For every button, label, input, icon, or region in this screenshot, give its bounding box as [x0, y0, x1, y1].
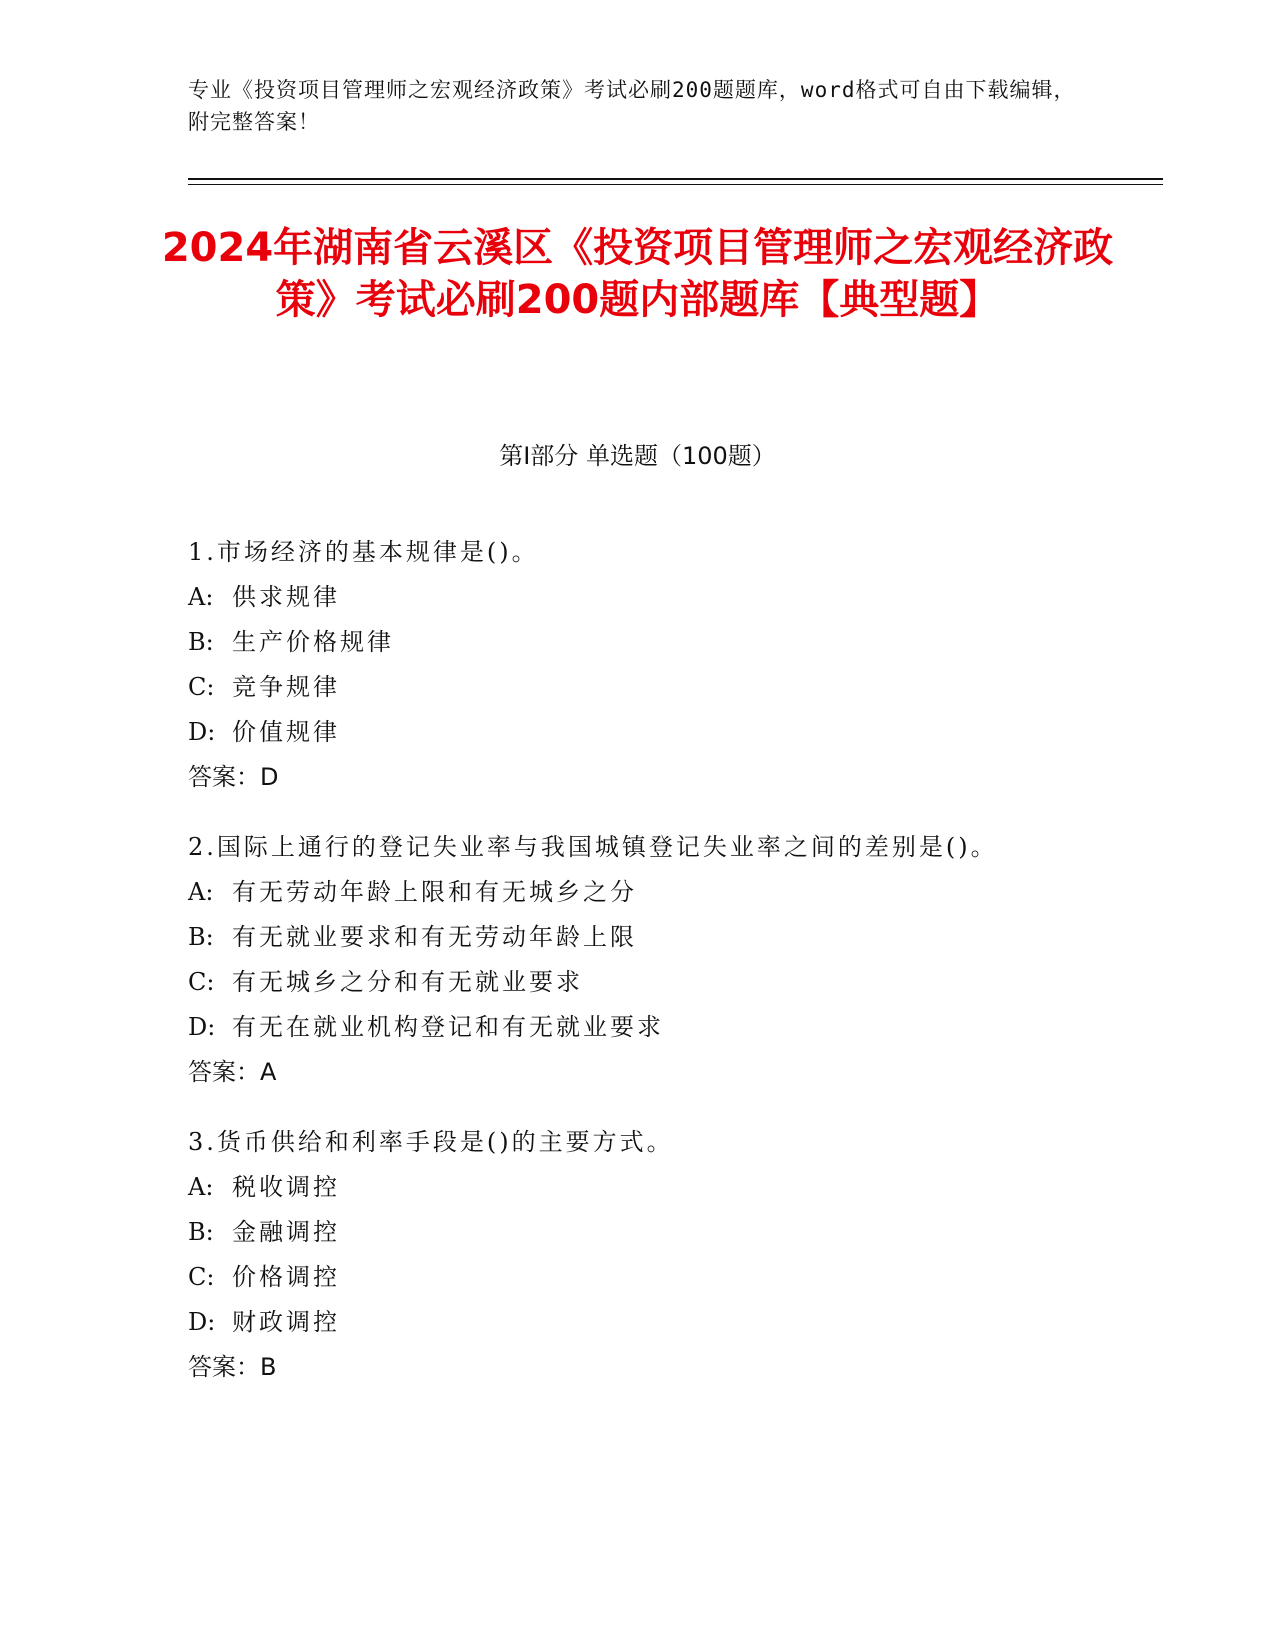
option-d	[188, 1300, 1148, 1345]
question-stem: 2.国际上通行的登记失业率与我国城镇登记失业率之间的差别是()。	[188, 833, 998, 861]
option-a	[188, 870, 1148, 915]
question-3	[188, 1120, 1148, 1390]
question-stem: 3.货币供给和利率手段是()的主要方式。	[188, 1128, 674, 1156]
option-c	[188, 960, 1148, 1005]
answer-label: 答案：	[188, 1353, 260, 1381]
option-letter: A:	[188, 583, 214, 611]
option-text: 价值规律	[232, 718, 340, 746]
header-divider-thin	[188, 184, 1163, 185]
option-a	[188, 575, 1148, 620]
option-letter: B:	[188, 923, 214, 951]
option-d	[188, 1005, 1148, 1050]
option-c	[188, 1255, 1148, 1300]
option-b	[188, 1210, 1148, 1255]
option-text: 税收调控	[232, 1173, 340, 1201]
option-letter: C:	[188, 1263, 215, 1291]
section-heading: 第I部分 单选题（100题）	[499, 442, 776, 470]
answer-label: 答案：	[188, 763, 260, 791]
option-text: 有无城乡之分和有无就业要求	[232, 968, 583, 996]
option-text: 供求规律	[232, 583, 340, 611]
option-text: 有无劳动年龄上限和有无城乡之分	[232, 878, 637, 906]
answer-line	[188, 1345, 1148, 1390]
option-b	[188, 915, 1148, 960]
option-letter: C:	[188, 968, 215, 996]
document-title: 2024年湖南省云溪区《投资项目管理师之宏观经济政策》考试必刷200题内部题库【典型题】	[161, 225, 1114, 323]
option-letter: B:	[188, 628, 214, 656]
option-letter: D:	[188, 1308, 216, 1336]
question-1	[188, 530, 1148, 800]
answer-label: 答案：	[188, 1058, 260, 1086]
option-text: 生产价格规律	[232, 628, 394, 656]
option-c	[188, 665, 1148, 710]
option-text: 竞争规律	[232, 673, 340, 701]
option-letter: A:	[188, 878, 214, 906]
answer-value: A	[260, 1058, 277, 1086]
option-text: 财政调控	[232, 1308, 340, 1336]
option-text: 有无就业要求和有无劳动年龄上限	[232, 923, 637, 951]
answer-value: B	[260, 1353, 277, 1381]
answer-line	[188, 755, 1148, 800]
option-letter: D:	[188, 718, 216, 746]
option-b	[188, 620, 1148, 665]
question-stem: 1.市场经济的基本规律是()。	[188, 538, 539, 566]
option-letter: C:	[188, 673, 215, 701]
option-d	[188, 710, 1148, 755]
question-list	[188, 530, 1148, 1415]
header-note: 专业《投资项目管理师之宏观经济政策》考试必刷200题题库，word格式可自由下载编辑，附完整答案！	[188, 78, 1076, 134]
option-letter: A:	[188, 1173, 214, 1201]
header-divider-thick	[188, 178, 1163, 180]
answer-line	[188, 1050, 1148, 1095]
option-text: 有无在就业机构登记和有无就业要求	[232, 1013, 664, 1041]
answer-value: D	[260, 763, 279, 791]
option-text: 金融调控	[232, 1218, 340, 1246]
option-letter: B:	[188, 1218, 214, 1246]
option-text: 价格调控	[232, 1263, 340, 1291]
option-letter: D:	[188, 1013, 216, 1041]
option-a	[188, 1165, 1148, 1210]
question-2	[188, 825, 1148, 1095]
